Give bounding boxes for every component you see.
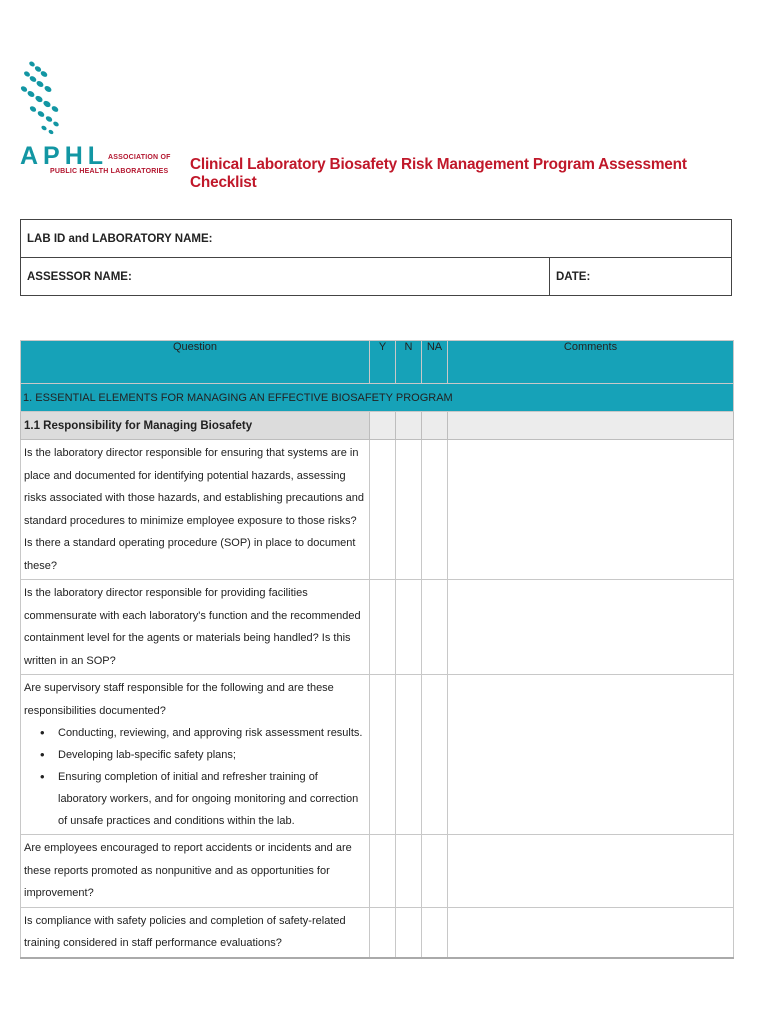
question-cell (21, 675, 370, 835)
question-row (21, 907, 734, 958)
answer-yes-cell[interactable] (370, 907, 396, 958)
na-header: NA (422, 341, 448, 384)
answer-na-cell[interactable] (422, 440, 448, 580)
question-header: Question (21, 341, 370, 384)
answer-na-cell[interactable] (422, 907, 448, 958)
no-header: N (396, 341, 422, 384)
question-text: Is the laboratory director responsible for ensuring that systems are in place and documented for identifying potential hazards, assessing risks associated with those hazards, and establishing precautions and standard procedures to minimize employee exposure to those risks? Is there a standard operating procedure (SOP) in place to document these? (24, 447, 364, 572)
question-cell (21, 835, 370, 908)
answer-na-cell[interactable] (422, 675, 448, 835)
comments-cell[interactable] (448, 907, 734, 958)
yes-header: Y (370, 341, 396, 384)
logo-line-2: PUBLIC HEALTH LABORATORIES (50, 168, 169, 175)
question-intro: Are supervisory staff responsible for the following and are these responsibilities documented? (24, 682, 334, 717)
subsection-row (21, 412, 734, 440)
answer-no-cell[interactable] (396, 835, 422, 908)
comments-cell[interactable] (448, 835, 734, 908)
question-text (24, 675, 366, 834)
lab-name-field[interactable]: LAB ID and LABORATORY NAME: (27, 232, 213, 245)
question-text: Is compliance with safety policies and completion of safety-related training considered in staff performance evaluations? (24, 914, 346, 949)
subsection-n-cell (396, 412, 422, 440)
answer-no-cell[interactable] (396, 907, 422, 958)
question-text: Is the laboratory director responsible for providing facilities commensurate with each laboratory's function and the recommended containment level for the agents or materials being handled? Is this written in an SOP? (24, 587, 361, 667)
logo-line-1: ASSOCIATION OF (108, 154, 171, 161)
comments-cell[interactable] (448, 440, 734, 580)
list-item: • Ensuring completion of initial and refresher training of laboratory workers, and for ongoing monitoring and correction of unsafe practices and conditions within the lab. (58, 766, 366, 832)
answer-no-cell[interactable] (396, 580, 422, 675)
subsection-comments-cell (448, 412, 734, 440)
answer-yes-cell[interactable] (370, 675, 396, 835)
table-header-row (21, 341, 734, 384)
assessor-name-field[interactable]: ASSESSOR NAME: (21, 258, 550, 295)
answer-yes-cell[interactable] (370, 580, 396, 675)
answer-na-cell[interactable] (422, 835, 448, 908)
date-field[interactable]: DATE: (556, 270, 591, 283)
question-row (21, 440, 734, 580)
aphl-logo (18, 58, 180, 180)
comments-cell[interactable] (448, 675, 734, 835)
comments-cell[interactable] (448, 580, 734, 675)
answer-na-cell[interactable] (422, 580, 448, 675)
aphl-helix-icon (18, 58, 78, 148)
responsibility-list (24, 722, 366, 832)
subsection-title: 1.1 Responsibility for Managing Biosafety (21, 412, 370, 440)
list-item: • Developing lab-specific safety plans; (58, 744, 366, 766)
question-row (21, 835, 734, 908)
answer-no-cell[interactable] (396, 675, 422, 835)
answer-yes-cell[interactable] (370, 835, 396, 908)
question-row (21, 580, 734, 675)
logo-acronym: APHL (20, 142, 109, 170)
document-title: Clinical Laboratory Biosafety Risk Management Program Assessment Checklist (190, 156, 687, 191)
question-cell (21, 440, 370, 580)
subsection-na-cell (422, 412, 448, 440)
question-row (21, 675, 734, 835)
comments-header: Comments (448, 341, 734, 384)
checklist-table (20, 340, 734, 959)
assessment-info-box (20, 219, 732, 296)
subsection-y-cell (370, 412, 396, 440)
lab-info-row (21, 220, 731, 258)
answer-no-cell[interactable] (396, 440, 422, 580)
assessor-info-row (21, 258, 731, 295)
question-cell (21, 580, 370, 675)
question-text: Are employees encouraged to report accidents or incidents and are these reports promoted as nonpunitive and as opportunities for improvement? (24, 842, 352, 899)
section-row (21, 384, 734, 412)
list-item: • Conducting, reviewing, and approving risk assessment results. (58, 722, 366, 744)
answer-yes-cell[interactable] (370, 440, 396, 580)
section-title: 1. ESSENTIAL ELEMENTS FOR MANAGING AN EFFECTIVE BIOSAFETY PROGRAM (21, 384, 734, 412)
question-cell (21, 907, 370, 958)
